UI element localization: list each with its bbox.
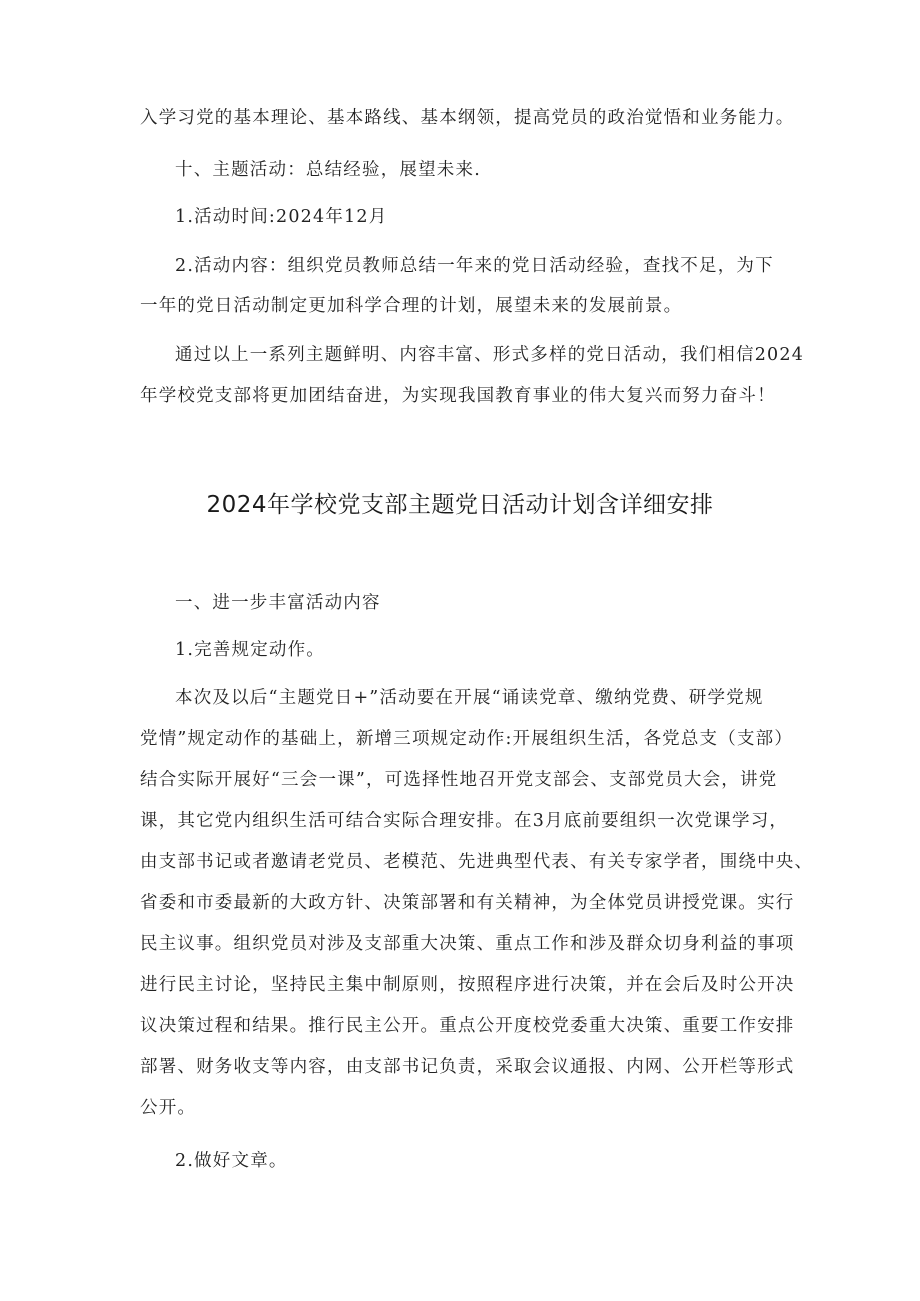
conclusion-paragraph: 通过以上一系列主题鲜明、内容丰富、形式多样的党日活动，我们相信2024 [175, 345, 805, 365]
body-paragraph-line: 本次及以后“主题党日+”活动要在开展“诵读党章、缴纳党费、研学党规 [175, 688, 764, 708]
body-paragraph-line: 党情”规定动作的基础上，新增三项规定动作:开展组织生活，各党总支（支部） [140, 729, 794, 749]
section-heading-10: 十、主题活动：总结经验，展望未来. [175, 160, 481, 180]
section-heading-1: 一、进一步丰富活动内容 [175, 593, 381, 613]
paragraph-line: 年学校党支部将更加团结奋进，为实现我国教育事业的伟大复兴而努力奋斗！ [140, 386, 776, 406]
list-item-article: 2.做好文章。 [175, 1151, 288, 1171]
list-item-rules: 1.完善规定动作。 [175, 640, 325, 660]
body-paragraph-line: 课，其它党内组织生活可结合实际合理安排。在3月底前要组织一次党课学习， [140, 811, 789, 831]
document-title: 2024年学校党支部主题党日活动计划含详细安排 [206, 492, 714, 518]
body-paragraph-line: 民主议事。组织党员对涉及支部重大决策、重点工作和涉及群众切身利益的事项 [140, 934, 795, 954]
body-paragraph-line: 省委和市委最新的大政方针、决策部署和有关精神，为全体党员讲授党课。实行 [140, 893, 795, 913]
body-paragraph-line: 公开。 [140, 1098, 197, 1118]
list-item-activity-time: 1.活动时间:2024年12月 [175, 207, 388, 227]
body-paragraph-line: 部署、财务收支等内容，由支部书记负责，采取会议通报、内网、公开栏等形式 [140, 1057, 795, 1077]
body-paragraph-line: 议决策过程和结果。推行民主公开。重点公开度校党委重大决策、重要工作安排 [140, 1016, 795, 1036]
paragraph-line: 一年的党日活动制定更加科学合理的计划，展望未来的发展前景。 [140, 296, 683, 316]
list-item-activity-content: 2.活动内容：组织党员教师总结一年来的党日活动经验，查找不足，为下 [175, 256, 774, 276]
body-paragraph-line: 由支部书记或者邀请老党员、老模范、先进典型代表、有关专家学者，围绕中央、 [140, 852, 814, 872]
paragraph-line: 入学习党的基本理论、基本路线、基本纲领，提高党员的政治觉悟和业务能力。 [140, 108, 795, 128]
body-paragraph-line: 进行民主讨论，坚持民主集中制原则，按照程序进行决策，并在会后及时公开决 [140, 975, 795, 995]
body-paragraph-line: 结合实际开展好“三会一课”，可选择性地召开党支部会、支部党员大会，讲党 [140, 770, 778, 790]
